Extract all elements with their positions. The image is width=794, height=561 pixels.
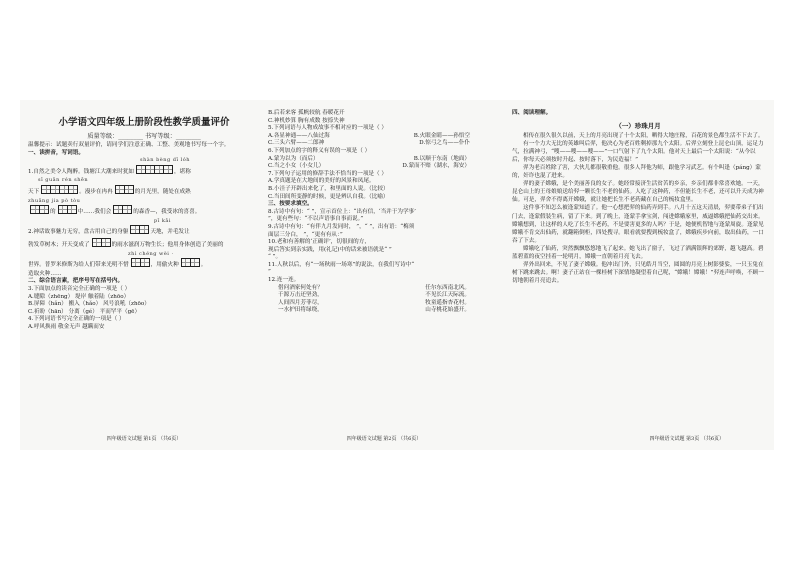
q7-option-c[interactable]: C.当田间所变静的时候，更是辨认自我。（比喻）	[268, 193, 389, 200]
q2	[28, 225, 260, 238]
passage-paragraph: 有一个力大无比的英雄叫后羿，他决心为老百姓剩掉那九个太阳。后羿立刻登上昆仑山顶，运足力气，拉满神弓，“嗖——嗖——嗖——”一口气射下了九个太阳。他对天上最后一个太阳说：“从今以后，你每天必须按时升起、按时落下，为民造福！”	[512, 140, 764, 163]
q1-text3: 的	[50, 208, 56, 215]
page-3	[512, 104, 764, 444]
q1-text2: 天下	[28, 188, 40, 195]
q2-text3c: 。	[200, 261, 207, 268]
q1-text: 1.自然之美令人陶醉。钱塘江大潮来时犹如	[28, 168, 135, 175]
q3-option-c[interactable]: C.祈盼（hān） 分离（gé） 平而罕平（gē）	[28, 308, 141, 315]
q5: 5.下列词语与人物成故事不相对应的一项是（ ）	[268, 125, 387, 132]
q7-option-b[interactable]: B.小洼子开辟出来化了，和里面的人说。（比较）	[268, 185, 389, 192]
page-footer: 四年级语文试题 第1页 （共6页）	[106, 436, 182, 442]
passage-paragraph: 嫦娥吃了仙药，突然飘飘悠悠地飞了起来。她飞出了窗子，飞过了洒满银辉的郊野，越飞越高。碧蓝碧蓝的夜空挂着一轮明月，嫦娥一直朝着月亮飞去。	[512, 245, 764, 260]
q9[interactable]: 9.古诗中有句：“有伴九月发同时， ”，“ ”，出有语：“梅须	[268, 223, 415, 230]
q2-text: 2.神话故事魅力无穷，盘古用自己的身躯	[28, 229, 129, 236]
write-boxes[interactable]	[113, 205, 131, 218]
q1-text2c: 的月光里，随处在成熟	[134, 188, 191, 195]
q1-end: ，堪称	[174, 168, 191, 175]
q6-option-b[interactable]: B.以顺于东南（地面）	[413, 155, 470, 162]
q4-option-a[interactable]: A.呼风换雨 敬金无声 越瞒而安	[28, 323, 105, 330]
q7: 7.下列句子运用的修辞手法不恰当的一项是（ ）	[268, 170, 387, 177]
q1	[28, 165, 260, 178]
passage-title: （一）珍珠月月	[615, 121, 661, 130]
match-left[interactable]: 一水护田将绿绕，	[278, 307, 323, 314]
section-3: 三、按要求填空。	[268, 201, 313, 208]
q1-text2b: 。漫步在冉冉	[79, 188, 113, 195]
q6-row2	[268, 163, 500, 171]
q1-text3b: 中……我们会	[77, 208, 112, 215]
q2-text3b: ，用偷火种	[150, 261, 179, 268]
q4-option-c[interactable]: C.神机妙算 胸有成数 按捺失神	[268, 117, 345, 124]
q2-text2b: 的雨水滋润万物生长；他用身体创造了美丽的	[111, 241, 224, 248]
write-boxes[interactable]	[130, 225, 148, 238]
grade-line: 质量等级：________ 书写等级：________	[87, 133, 201, 140]
write-boxes[interactable]	[41, 185, 77, 198]
q8-line2[interactable]: ”，更有些句：“不以声语事自事而说。”	[268, 216, 364, 223]
pinyin: zhuāng jia pò tòu	[28, 197, 81, 204]
q8[interactable]: 8.古诗中有句：“ ”，宣示首位上：“出有信，‘当并于为学事’	[268, 208, 416, 215]
q1-line2	[28, 185, 260, 198]
q6-option-d[interactable]: D.蒙而不赔（湖水，海安）	[402, 163, 470, 170]
exam-title: 小学语文四年级上册阶段性教学质量评价	[58, 117, 230, 128]
passage-paragraph: 羿为老百姓除了害，大伙儿都很敬重他。很多人拜他为师，跟他学习武艺。有个叫逢（páng）蒙的，奸诈也混了进来。	[512, 164, 761, 180]
pinyin: sī guān rén shēn	[38, 177, 89, 184]
q6-option-a[interactable]: A.蒙为以为（而后）	[268, 155, 319, 162]
q3-option-b[interactable]: B.屏障（hǎn） 搬入（hǎo） 风号浪吼（zhōo）	[28, 301, 150, 308]
pinyin: shàn bèng dī lóh	[140, 157, 190, 164]
write-boxes[interactable]	[136, 165, 172, 178]
match-row[interactable]	[268, 307, 500, 315]
write-boxes[interactable]	[92, 238, 110, 251]
q4-option-b[interactable]: B.后若来客 孤帆较航 春暖花开	[268, 110, 345, 116]
section-2: 二、综合语言素，把序号写在括号内。	[28, 278, 124, 285]
q1-line3	[28, 205, 260, 218]
match-left[interactable]: 借问酒家何处有？	[278, 284, 323, 291]
tip: 温馨提示：试题卖行双量评价，请同学们注意正确、工整、美观地书写每一个字。	[28, 142, 230, 148]
write-boxes[interactable]	[30, 205, 48, 218]
match-left[interactable]: 人间四月芳菲尽，	[278, 299, 323, 306]
passage-paragraph: 羿的妻子嫦娥，是个美丽善良的女子。她经常接济生活贫苦的乡亲，乡亲们都非常喜欢她。一天，昆仑山上的王母娘娘送给羿一颗长生不老的仙药。人吃了这种药，不但能长生不老，还可以升天成为神仙。可是，羿舍不得离开嫦娥，就让她把长生不老药藏在自己的梳妆盒里。	[512, 181, 764, 204]
page-footer: 四年级语文试题 第3页 （共6页）	[649, 436, 724, 442]
section-4: 四、阅读理解。	[512, 110, 552, 116]
page-footer: 四年级语文试题 第2页 （共6页）	[346, 436, 422, 442]
match-right[interactable]: 牧童遥指杏花村。	[425, 299, 470, 306]
section-1: 一、读拼音，写词语。	[28, 149, 84, 156]
q3-option-a[interactable]: A.缝隙（zhēng） 堤岸 触着陆（zhōo）	[28, 293, 130, 300]
q6-option-c[interactable]: C.当之小女（小女儿）	[268, 163, 325, 170]
q7-option-a[interactable]: A.学真题是在大地间的美好的风景和凤尾。	[268, 178, 375, 185]
q2-line2	[28, 238, 260, 251]
passage-paragraph: 羿外出回来，不见了妻子嫦娥。他冲出门外，只见皓月当空，圆圆的月亮上树影婆娑，一只玉兔在树下跳来跳去。啊！妻子正站在一棵桂树下深情地凝望着自己呢，“嫦娥！嫦娥！”羿连声呼唤，不顾一切地朝着月亮追去。	[512, 262, 764, 285]
q11-line2[interactable]: ”	[268, 269, 271, 276]
q2-line3	[28, 258, 260, 271]
q9-line2[interactable]: 面层三分白， ”，“更有有从：”	[268, 231, 343, 238]
write-boxes[interactable]	[58, 205, 76, 218]
passage-paragraph: 相传在很久很久以前，天上的月亮出现了十个太阳，晒得大地庄稼，百花的景色都生活不下去了。	[523, 132, 764, 139]
page-2	[268, 104, 500, 444]
match-row[interactable]	[268, 292, 500, 300]
q10-line2[interactable]: 现后答实到亲实践，用(礼记)中的话来被语就是“ ”	[268, 246, 392, 253]
passage-paragraph: 这件事不知怎么被逢蒙知道了。他一心想把羿的仙药弄到手。八月十五这天清晨，羿要带弟子们出门去，逢蒙假装生病，留了下来。到了晚上，逢蒙手拿宝剑，闯进嫦娥家里，威逼嫦娥把仙药交出来。嫦娥想到，让这样的人吃了长生不老药，不是要害更多的人吗？于是，她便机智地与逢蒙周旋。逢蒙见嫦娥不肯交出仙药，就翻箱倒柜，四处搜寻。眼看就要搜到梳妆盒了，嫦娥疾步向前，取出仙药，一口吞了下去。	[512, 205, 764, 244]
q2-line4: 造取火种……	[28, 270, 62, 277]
match-right[interactable]: 不见长江天际流。	[425, 292, 470, 299]
q12: 12.连一连。	[268, 277, 300, 284]
q6: 6.下列加点的字的释义有误的一项是（ ）	[268, 147, 371, 154]
q1-text3c: 的森香—，我受冰的喜喜。	[133, 208, 201, 215]
q5-option-a[interactable]: A.各显神通——八仙过海	[268, 132, 330, 139]
pinyin: zhì chéng wèi ·	[128, 250, 174, 257]
pinyin: pī kāi	[154, 217, 171, 224]
q11: 11.人秋以后，有“一场秋雨一场寒”的说法，在我们写诗中“	[268, 261, 415, 268]
q10: 10.老和有善解的‘正确评’，切很间的方，	[268, 239, 370, 246]
page-1	[28, 104, 260, 444]
match-right[interactable]: 任尔东西南北风。	[425, 284, 470, 291]
q5-option-b[interactable]: B.火眼金睛——孙悟空	[413, 132, 470, 139]
q5-option-d[interactable]: D.惊弓之鸟——仆仆	[419, 140, 470, 147]
write-boxes[interactable]	[181, 258, 199, 271]
q4: 4.下列词语书写完全正确的一项是（ ）	[28, 316, 125, 323]
write-boxes[interactable]	[131, 258, 149, 271]
q5-option-c[interactable]: C.三头六臂——二郎神	[268, 140, 325, 147]
q10-line3[interactable]: “ ”。	[268, 254, 282, 261]
q5-row2	[268, 140, 500, 148]
write-boxes[interactable]	[115, 185, 133, 198]
match-left[interactable]: 千源万击还坚劲，	[278, 292, 323, 299]
q2-text3: 世界。普罗米修斯为给人们带来光明不惜	[28, 261, 129, 268]
match-right[interactable]: 山寺桃花始盛开。	[425, 307, 470, 314]
q2-text2: 勃发草树木；开天变成了	[28, 241, 90, 248]
q3: 3.下面加点的读音完全正确的一项是（ ）	[28, 285, 131, 292]
q2-textb: 天地，并毛发让	[150, 229, 190, 236]
